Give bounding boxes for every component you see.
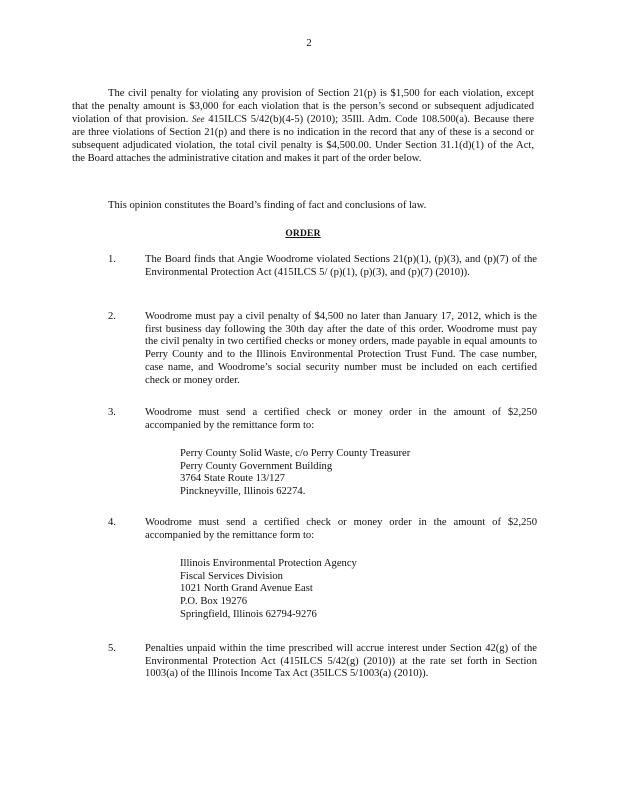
item-number: 2. <box>108 311 116 322</box>
address-line: Springfield, Illinois 62794-9276 <box>180 608 317 620</box>
item-text: Woodrome must send a certified check or money order in the amount of $2,250 accompanied by the remittance form to: <box>145 517 537 541</box>
address-line: Fiscal Services Division <box>180 570 283 582</box>
address-line: P.O. Box 19276 <box>180 596 248 608</box>
page-number: 2 <box>306 37 312 49</box>
intro-paragraph <box>72 88 534 165</box>
item-text: Woodrome must send a certified check or money order in the amount of $2,250 accompanied by the remittance form to: <box>145 407 537 431</box>
item-text: Woodrome must pay a civil penalty of $4,500 no later than January 17, 2012, which is the first business day following the 30th day after the date of this order. Woodrome must pay the civil penalty in two certified checks or money orders, made payable in equal amounts to Perry County and to the Illinois Environmental Protection Trust Fund. The case number, case name, and Woodrome’s social security number must be included on each certified check or money order. <box>145 311 537 386</box>
see-signal: See <box>191 114 205 125</box>
item-text: The Board finds that Angie Woodrome violated Sections 21(p)(1), (p)(3), and (p)(7) of the Environmental Protection Act (415ILCS 5/ (p)(1), (p)(3), and (p)(7) (2010)). <box>145 254 537 278</box>
iepa-address <box>180 558 357 622</box>
address-line: 1021 North Grand Avenue East <box>180 583 313 595</box>
item-text: Penalties unpaid within the time prescribed will accrue interest under Section 42(g) of the Environmental Protection Act (415ILCS 5/42(g) (2010)) at the rate set forth in Section 1003(a) of the Illinois Income Tax Act (35ILCS 5/1003(a) (2010)). <box>145 643 537 680</box>
intro-text-a: The civil penalty for violating any provision of Section 21(p) is $1,500 for each violation, except that the penalty amount is $3,000 for each violation that is the person’s second or subsequent adjudicated violation of that provision. <box>72 88 534 126</box>
item-number: 4. <box>108 517 116 528</box>
opinion-statement: This opinion constitutes the Board’s finding of fact and conclusions of law. <box>108 200 427 211</box>
item-number: 5. <box>108 643 116 654</box>
address-line: Illinois Environmental Protection Agency <box>180 558 357 569</box>
perry-county-address <box>180 448 410 499</box>
address-line: Perry County Solid Waste, c/o Perry County Treasurer <box>180 448 411 459</box>
order-heading: ORDER <box>285 229 321 239</box>
address-line: Perry County Government Building <box>180 460 333 472</box>
item-number: 3. <box>108 407 116 418</box>
item-number: 1. <box>108 254 116 265</box>
intro-text-b: 415ILCS 5/42(b)(4-5) (2010); 35Ill. Adm. Code 108.500(a). Because there are three violations of Section 21(p) and there is no indication in the record that any of these is a second or subsequent adjudicated violation, the total civil penalty is $4,500.00. Under Section 31.1(d)(1) of the Act, the Board attaches the administrative citation and makes it part of the order below. <box>72 114 534 164</box>
address-line: Pinckneyville, Illinois 62274. <box>180 486 306 498</box>
address-line: 3764 State Route 13/127 <box>180 473 286 485</box>
